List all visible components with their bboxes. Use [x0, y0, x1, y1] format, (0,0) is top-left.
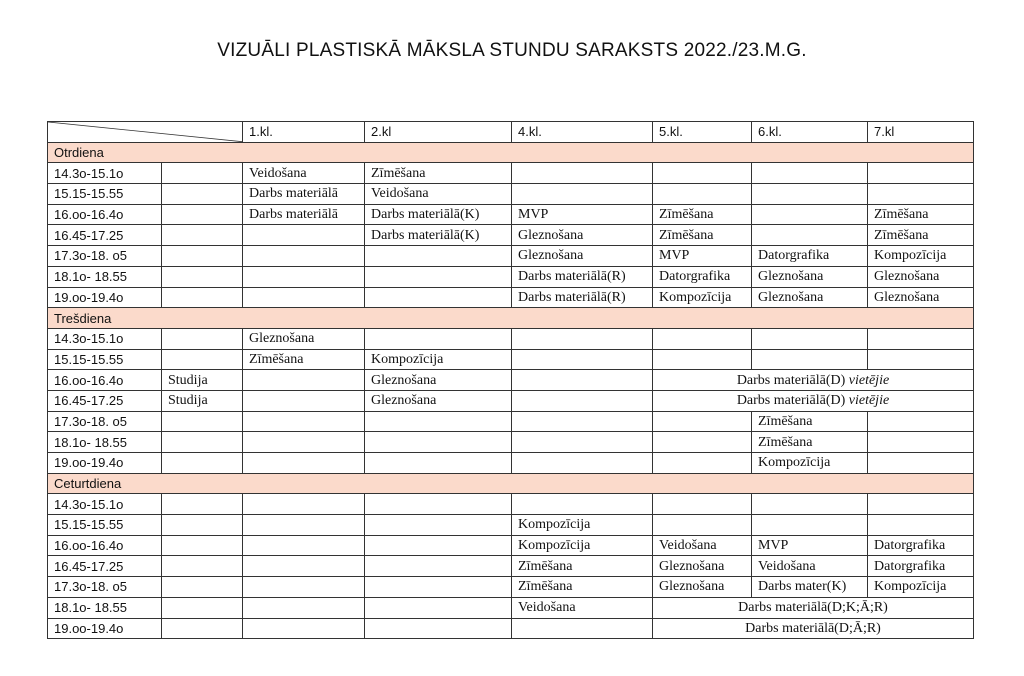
merged-cell	[653, 390, 974, 411]
cell-class-7	[868, 494, 974, 515]
time-cell: 19.oo-19.4o	[48, 618, 162, 639]
cell-class-2	[365, 535, 512, 556]
cell-class-1	[243, 556, 365, 577]
cell-class-7	[868, 515, 974, 536]
header-class-1: 1.kl.	[243, 122, 365, 143]
cell-class-7: Zīmēšana	[868, 225, 974, 246]
table-row	[48, 287, 974, 308]
cell-class-2	[365, 411, 512, 432]
cell-class-7: Gleznošana	[868, 287, 974, 308]
cell-class-4	[512, 328, 653, 349]
cell-class-1	[243, 246, 365, 267]
cell-class-5	[653, 494, 752, 515]
cell-class-7	[868, 328, 974, 349]
merged-cell	[653, 618, 974, 639]
cell-class-5	[653, 328, 752, 349]
time-cell: 14.3o-15.1o	[48, 494, 162, 515]
cell-class-4: Darbs materiālā(R)	[512, 287, 653, 308]
day-name: Trešdiena	[48, 308, 974, 329]
schedule-table	[47, 121, 974, 639]
cell-class-1	[243, 432, 365, 453]
extra-cell	[162, 287, 243, 308]
time-cell: 17.3o-18. o5	[48, 577, 162, 598]
cell-class-4	[512, 618, 653, 639]
cell-class-5	[653, 411, 752, 432]
header-class-4: 4.kl.	[512, 122, 653, 143]
table-row	[48, 556, 974, 577]
cell-class-7: Kompozīcija	[868, 577, 974, 598]
extra-cell	[162, 535, 243, 556]
cell-class-2: Zīmēšana	[365, 163, 512, 184]
table-row	[48, 535, 974, 556]
time-cell: 16.oo-16.4o	[48, 204, 162, 225]
merged-text: Darbs materiālā(D)	[736, 393, 849, 409]
cell-class-6: Zīmēšana	[752, 432, 868, 453]
cell-class-6	[752, 328, 868, 349]
cell-class-1: Gleznošana	[243, 328, 365, 349]
merged-cell	[653, 370, 974, 391]
cell-class-5	[653, 163, 752, 184]
table-row	[48, 204, 974, 225]
cell-class-5	[653, 184, 752, 205]
extra-cell	[162, 411, 243, 432]
cell-class-1	[243, 577, 365, 598]
cell-class-4: MVP	[512, 204, 653, 225]
table-row	[48, 163, 974, 184]
time-cell: 18.1o- 18.55	[48, 432, 162, 453]
cell-class-4	[512, 494, 653, 515]
cell-class-1	[243, 411, 365, 432]
cell-class-5: MVP	[653, 246, 752, 267]
day-row	[48, 308, 974, 329]
day-row	[48, 473, 974, 494]
cell-class-2	[365, 328, 512, 349]
merged-text: Darbs materiālā(D;K;Ā;R)	[738, 600, 888, 616]
cell-class-4: Kompozīcija	[512, 535, 653, 556]
cell-class-4	[512, 411, 653, 432]
cell-class-7: Gleznošana	[868, 266, 974, 287]
cell-class-5	[653, 349, 752, 370]
table-row	[48, 328, 974, 349]
extra-cell	[162, 453, 243, 474]
cell-class-4: Veidošana	[512, 597, 653, 618]
cell-class-2: Darbs materiālā(K)	[365, 204, 512, 225]
merged-text: Darbs materiālā(D;Ā;R)	[745, 620, 881, 636]
extra-cell	[162, 328, 243, 349]
time-cell: 19.oo-19.4o	[48, 453, 162, 474]
cell-class-4	[512, 184, 653, 205]
cell-class-7	[868, 349, 974, 370]
time-cell: 16.oo-16.4o	[48, 370, 162, 391]
cell-class-6	[752, 494, 868, 515]
cell-class-1	[243, 535, 365, 556]
extra-cell	[162, 349, 243, 370]
table-row	[48, 618, 974, 639]
cell-class-4: Zīmēšana	[512, 556, 653, 577]
table-row	[48, 411, 974, 432]
extra-cell	[162, 597, 243, 618]
cell-class-2	[365, 494, 512, 515]
header-row	[48, 122, 974, 143]
extra-cell	[162, 618, 243, 639]
cell-class-6	[752, 515, 868, 536]
cell-class-7	[868, 453, 974, 474]
cell-class-5: Zīmēšana	[653, 225, 752, 246]
time-cell: 18.1o- 18.55	[48, 266, 162, 287]
day-row	[48, 142, 974, 163]
cell-class-5: Gleznošana	[653, 556, 752, 577]
extra-cell: Studija	[162, 390, 243, 411]
cell-class-1	[243, 390, 365, 411]
time-cell: 15.15-15.55	[48, 184, 162, 205]
header-class-5: 5.kl.	[653, 122, 752, 143]
day-name: Otrdiena	[48, 142, 974, 163]
cell-class-6	[752, 225, 868, 246]
cell-class-5: Datorgrafika	[653, 266, 752, 287]
cell-class-4	[512, 370, 653, 391]
cell-class-2	[365, 556, 512, 577]
extra-cell	[162, 204, 243, 225]
cell-class-2	[365, 432, 512, 453]
extra-cell	[162, 266, 243, 287]
cell-class-5	[653, 515, 752, 536]
table-row	[48, 266, 974, 287]
cell-class-2: Veidošana	[365, 184, 512, 205]
cell-class-7: Zīmēšana	[868, 204, 974, 225]
cell-class-6: Datorgrafika	[752, 246, 868, 267]
cell-class-2	[365, 618, 512, 639]
table-row	[48, 390, 974, 411]
table-row	[48, 432, 974, 453]
cell-class-4: Darbs materiālā(R)	[512, 266, 653, 287]
time-cell: 15.15-15.55	[48, 515, 162, 536]
extra-cell	[162, 577, 243, 598]
cell-class-2: Gleznošana	[365, 370, 512, 391]
cell-class-4: Gleznošana	[512, 225, 653, 246]
time-cell: 17.3o-18. o5	[48, 246, 162, 267]
cell-class-5	[653, 432, 752, 453]
table-row	[48, 246, 974, 267]
table-row	[48, 453, 974, 474]
merged-text: Darbs materiālā(D)	[736, 372, 849, 388]
time-cell: 14.3o-15.1o	[48, 328, 162, 349]
extra-cell	[162, 494, 243, 515]
cell-class-5	[653, 453, 752, 474]
cell-class-4	[512, 432, 653, 453]
time-cell: 16.oo-16.4o	[48, 535, 162, 556]
time-cell: 16.45-17.25	[48, 556, 162, 577]
time-cell: 14.3o-15.1o	[48, 163, 162, 184]
cell-class-1	[243, 597, 365, 618]
cell-class-1	[243, 287, 365, 308]
cell-class-4: Gleznošana	[512, 246, 653, 267]
table-row	[48, 577, 974, 598]
cell-class-6: Gleznošana	[752, 266, 868, 287]
cell-class-4: Zīmēšana	[512, 577, 653, 598]
time-cell: 16.45-17.25	[48, 225, 162, 246]
cell-class-7: Datorgrafika	[868, 556, 974, 577]
header-class-2: 2.kl	[365, 122, 512, 143]
cell-class-4: Kompozīcija	[512, 515, 653, 536]
cell-class-2	[365, 515, 512, 536]
merged-note: vietējie	[848, 393, 890, 409]
corner-cell	[48, 122, 243, 143]
table-row	[48, 494, 974, 515]
cell-class-1: Zīmēšana	[243, 349, 365, 370]
cell-class-4	[512, 349, 653, 370]
cell-class-2	[365, 597, 512, 618]
extra-cell	[162, 246, 243, 267]
table-row	[48, 597, 974, 618]
cell-class-6	[752, 184, 868, 205]
cell-class-5: Veidošana	[653, 535, 752, 556]
cell-class-6: Gleznošana	[752, 287, 868, 308]
cell-class-2: Gleznošana	[365, 390, 512, 411]
cell-class-1	[243, 266, 365, 287]
extra-cell	[162, 432, 243, 453]
cell-class-1	[243, 225, 365, 246]
cell-class-1	[243, 370, 365, 391]
merged-cell	[653, 597, 974, 618]
cell-class-6: MVP	[752, 535, 868, 556]
cell-class-1: Darbs materiālā	[243, 204, 365, 225]
time-cell: 16.45-17.25	[48, 390, 162, 411]
table-row	[48, 225, 974, 246]
cell-class-7	[868, 411, 974, 432]
header-class-7: 7.kl	[868, 122, 974, 143]
extra-cell	[162, 225, 243, 246]
cell-class-5: Zīmēšana	[653, 204, 752, 225]
cell-class-6: Veidošana	[752, 556, 868, 577]
cell-class-7: Datorgrafika	[868, 535, 974, 556]
page-title: VIZUĀLI PLASTISKĀ MĀKSLA STUNDU SARAKSTS 2022./23.M.G.	[217, 40, 807, 61]
time-cell: 17.3o-18. o5	[48, 411, 162, 432]
cell-class-7	[868, 184, 974, 205]
cell-class-1: Darbs materiālā	[243, 184, 365, 205]
day-name: Ceturtdiena	[48, 473, 974, 494]
cell-class-4	[512, 453, 653, 474]
header-class-6: 6.kl.	[752, 122, 868, 143]
time-cell: 15.15-15.55	[48, 349, 162, 370]
cell-class-2: Kompozīcija	[365, 349, 512, 370]
extra-cell	[162, 515, 243, 536]
cell-class-2	[365, 246, 512, 267]
time-cell: 19.oo-19.4o	[48, 287, 162, 308]
cell-class-1	[243, 453, 365, 474]
cell-class-1	[243, 494, 365, 515]
cell-class-6	[752, 349, 868, 370]
cell-class-2: Darbs materiālā(K)	[365, 225, 512, 246]
cell-class-6: Kompozīcija	[752, 453, 868, 474]
table-row	[48, 515, 974, 536]
extra-cell	[162, 556, 243, 577]
cell-class-4	[512, 390, 653, 411]
cell-class-7	[868, 432, 974, 453]
cell-class-6: Darbs mater(K)	[752, 577, 868, 598]
extra-cell: Studija	[162, 370, 243, 391]
cell-class-1	[243, 515, 365, 536]
cell-class-6	[752, 163, 868, 184]
cell-class-5: Gleznošana	[653, 577, 752, 598]
time-cell: 18.1o- 18.55	[48, 597, 162, 618]
cell-class-6: Zīmēšana	[752, 411, 868, 432]
table-row	[48, 349, 974, 370]
cell-class-5: Kompozīcija	[653, 287, 752, 308]
table-row	[48, 370, 974, 391]
cell-class-1: Veidošana	[243, 163, 365, 184]
cell-class-6	[752, 204, 868, 225]
cell-class-4	[512, 163, 653, 184]
cell-class-7	[868, 163, 974, 184]
extra-cell	[162, 184, 243, 205]
cell-class-7: Kompozīcija	[868, 246, 974, 267]
extra-cell	[162, 163, 243, 184]
cell-class-2	[365, 453, 512, 474]
merged-note: vietējie	[848, 372, 890, 388]
cell-class-2	[365, 287, 512, 308]
cell-class-2	[365, 577, 512, 598]
cell-class-1	[243, 618, 365, 639]
cell-class-2	[365, 266, 512, 287]
table-row	[48, 184, 974, 205]
